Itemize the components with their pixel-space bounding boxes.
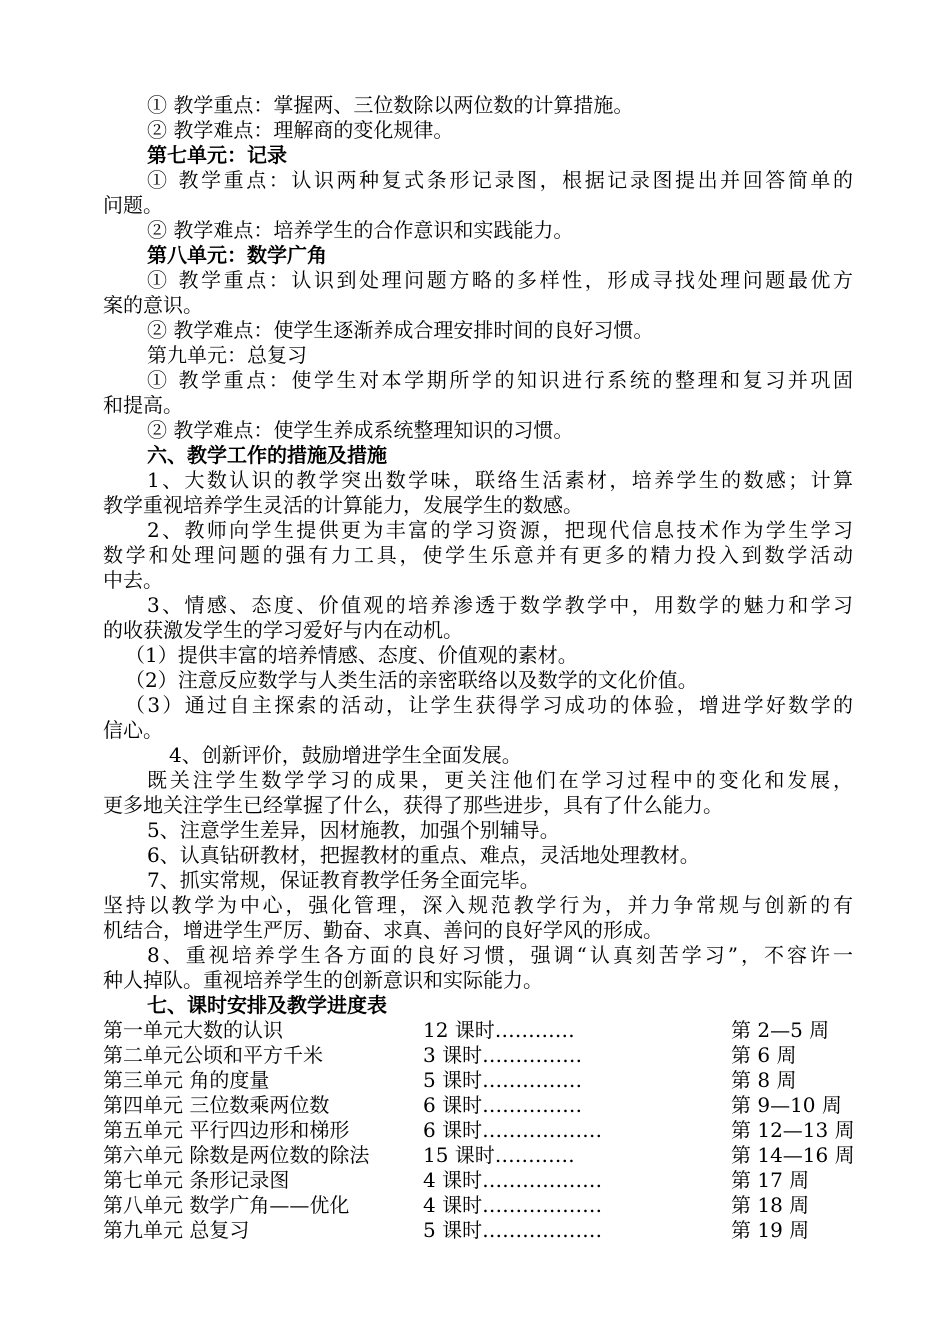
- schedule-hours: 6 课时……………: [423, 1093, 583, 1117]
- section6-p8: 8、重视培养学生各方面的良好习惯，强调“认真刻苦学习”，不容许一: [147, 943, 853, 967]
- schedule-row: [103, 1093, 853, 1118]
- section6-p2-end: 中去。: [103, 568, 163, 592]
- section6-p1: 1、大数认识的教学突出数学味，联络生活素材，培养学生的数感；计算: [147, 468, 853, 492]
- schedule-hours: 6 课时………………: [423, 1118, 603, 1142]
- unit8-key-point-cont: 案的意识。: [103, 293, 203, 317]
- schedule-weeks: 第 9—10 周: [731, 1093, 842, 1117]
- schedule-unit: 第八单元 数学广角——优化: [103, 1193, 350, 1217]
- unit9-difficulty: ② 教学难点：使学生养成系统整理知识的习惯。: [147, 418, 574, 442]
- section6-p2: 2、教师向学生提供更为丰富的学习资源，把现代信息技术作为学生学习: [147, 518, 853, 542]
- schedule-weeks: 第 14—16 周: [731, 1143, 855, 1167]
- schedule-weeks: 第 19 周: [731, 1218, 810, 1242]
- schedule-hours: 3 课时……………: [423, 1043, 583, 1067]
- schedule-weeks: 第 12—13 周: [731, 1118, 855, 1142]
- section6-p6: 6、认真钻研教材，把握教材的重点、难点，灵活地处理教材。: [147, 843, 700, 867]
- unit6-key-point: ① 教学重点：掌握两、三位数除以两位数的计算措施。: [147, 93, 634, 117]
- unit7-difficulty: ② 教学难点：培养学生的合作意识和实践能力。: [147, 218, 574, 242]
- schedule-weeks: 第 18 周: [731, 1193, 810, 1217]
- schedule-unit: 第一单元大数的认识: [103, 1018, 283, 1042]
- unit8-difficulty: ② 教学难点：使学生逐渐养成合理安排时间的良好习惯。: [147, 318, 654, 342]
- schedule-hours: 5 课时……………: [423, 1068, 583, 1092]
- unit6-difficulty: ② 教学难点：理解商的变化规律。: [147, 118, 454, 142]
- schedule-weeks: 第 6 周: [731, 1043, 797, 1067]
- section6-p7: 7、抓实常规，保证教育教学任务全面完毕。: [147, 868, 540, 892]
- schedule-row: [103, 1193, 853, 1218]
- unit9-heading: 第九单元：总复习: [147, 343, 307, 367]
- section6-sub1: （1）提供丰富的培养情感、态度、价值观的素材。: [125, 643, 578, 667]
- section6-p4b: 既关注学生数学学习的成果，更关注他们在学习过程中的变化和发展，: [147, 768, 853, 792]
- section6-sub2: （2）注意反应数学与人类生活的亲密联络以及数学的文化价值。: [125, 668, 698, 692]
- section6-p5: 5、注意学生差异，因材施教，加强个别辅导。: [147, 818, 560, 842]
- schedule-hours: 5 课时………………: [423, 1218, 603, 1242]
- section6-p3-cont: 的收获激发学生的学习爱好与内在动机。: [103, 618, 463, 642]
- schedule-unit: 第四单元 三位数乘两位数: [103, 1093, 330, 1117]
- schedule-weeks: 第 8 周: [731, 1068, 797, 1092]
- schedule-hours: 15 课时…………: [423, 1143, 575, 1167]
- schedule-weeks: 第 17 周: [731, 1168, 810, 1192]
- schedule-weeks: 第 2—5 周: [731, 1018, 830, 1042]
- schedule-unit: 第二单元公顷和平方千米: [103, 1043, 323, 1067]
- unit9-key-point: ① 教学重点：使学生对本学期所学的知识进行系统的整理和复习并巩固: [147, 368, 853, 392]
- section6-p1-cont: 教学重视培养学生灵活的计算能力，发展学生的数感。: [103, 493, 583, 517]
- unit7-key-point: ① 教学重点：认识两种复式条形记录图，根据记录图提出并回答简单的: [147, 168, 853, 192]
- unit7-key-point-cont: 问题。: [103, 193, 163, 217]
- schedule-hours: 12 课时…………: [423, 1018, 575, 1042]
- schedule-row: [103, 1143, 853, 1168]
- section6-p2-cont: 数学和处理问题的强有力工具，使学生乐意并有更多的精力投入到数学活动: [103, 543, 853, 567]
- schedule-row: [103, 1068, 853, 1093]
- schedule-row: [103, 1118, 853, 1143]
- schedule-row: [103, 1018, 853, 1043]
- unit9-key-point-cont: 和提高。: [103, 393, 183, 417]
- section6-sub3-cont: 信心。: [103, 718, 163, 742]
- section6-p4: 4、创新评价，鼓励增进学生全面发展。: [169, 743, 522, 767]
- schedule-hours: 4 课时………………: [423, 1193, 603, 1217]
- document-page: [103, 93, 853, 1243]
- unit8-heading: 第八单元：数学广角: [147, 243, 327, 267]
- schedule-row: [103, 1168, 853, 1193]
- schedule-row: [103, 1218, 853, 1243]
- schedule-row: [103, 1043, 853, 1068]
- section6-p4b-cont: 更多地关注学生已经掌握了什么，获得了那些进步，具有了什么能力。: [103, 793, 723, 817]
- unit7-heading: 第七单元：记录: [147, 143, 287, 167]
- section6-p8-cont: 种人掉队。重视培养学生的创新意识和实际能力。: [103, 968, 543, 992]
- schedule-unit: 第七单元 条形记录图: [103, 1168, 290, 1192]
- schedule-table: [103, 1018, 853, 1243]
- section6-heading: 六、教学工作的措施及措施: [147, 443, 387, 467]
- schedule-unit: 第九单元 总复习: [103, 1218, 250, 1242]
- unit8-key-point: ① 教学重点：认识到处理问题方略的多样性，形成寻找处理问题最优方: [147, 268, 853, 292]
- section6-p3: 3、情感、态度、价值观的培养渗透于数学教学中，用数学的魅力和学习: [147, 593, 853, 617]
- section7-heading: 七、课时安排及教学进度表: [147, 993, 387, 1017]
- schedule-unit: 第六单元 除数是两位数的除法: [103, 1143, 370, 1167]
- section6-sub3: （3）通过自主探索的活动，让学生获得学习成功的体验，增进学好数学的: [125, 693, 853, 717]
- schedule-unit: 第五单元 平行四边形和梯形: [103, 1118, 350, 1142]
- schedule-hours: 4 课时………………: [423, 1168, 603, 1192]
- section6-p7b: 坚持以教学为中心，强化管理，深入规范教学行为，并力争常规与创新的有: [103, 893, 853, 917]
- section6-p7b-cont: 机结合，增进学生严厉、勤奋、求真、善问的良好学风的形成。: [103, 918, 663, 942]
- schedule-unit: 第三单元 角的度量: [103, 1068, 270, 1092]
